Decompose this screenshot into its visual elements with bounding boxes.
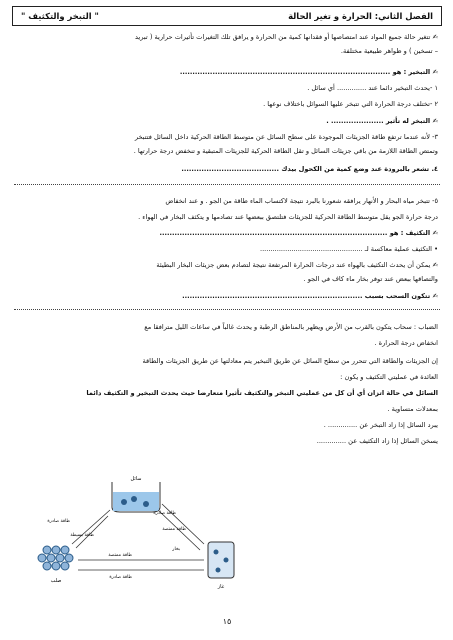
equilibrium-line-1: السائل في حالة اتزان أي أن كل من عمليتي التبخر والتكثيف تأثيرا متعارضا حيث يحدث التبخير و التكثيف دائما — [86, 389, 438, 397]
condensation-note-2: والتصاقها ببعض عند توفر بخار ماء كاف في الجو . — [303, 275, 438, 283]
balance-line-1: إن الجزيئات والطاقة التي تتحرر من سطح السائل عن طريق التبخير يتم معادلتها عن طريق الجزيئات والطاقة — [142, 357, 438, 365]
condensation-definition: ✍ التكثيف : هو ........................................................................................... — [159, 229, 438, 237]
fog-line-2: انخفاض درجة الحرارة . — [374, 339, 438, 347]
lesson-title: " التبخر والتكثيف " — [21, 11, 99, 21]
worksheet-page — [12, 6, 442, 634]
chapter-title: الفصل الثاني: الحرارة و تغير الحالة — [288, 11, 433, 21]
page-header — [12, 6, 442, 26]
clouds-question: ✍ تتكون السحب بسبب ........................................................................ — [182, 292, 438, 300]
liquid-label: سائل — [130, 476, 142, 482]
paragraph-5-line-1: ٥- تتبخر مياه البحار و الأنهار يرافقه شعورنا بالبرد نتيجة لاكتساب الماء طاقة من الجو . و عند انخفاض — [165, 197, 438, 205]
vapor-label: بخار — [172, 547, 180, 552]
reason-line-2: وتمتص الطاقة اللازمة من باقي جزيئات السائل و تقل الطاقة الحركية للجزيئات المتبقية و تنخفض درجة حرارتها . — [133, 147, 438, 155]
condensation-note-1: ✍ يمكن أن يحدث التكثيف بالهواء عند درجات الحرارة المرتفعة نتيجة لتصادم بعض جزيئات البخار البطيئة — [156, 261, 438, 269]
solid-particles — [38, 546, 73, 570]
fog-line-1: الضباب : سحاب يتكون بالقرب من الأرض ويظهر بالمناطق الرطبة و يحدث غالباً في ساعات الليل مترافقا مع — [144, 323, 438, 331]
fact-1: ١ -يحدث التبخير دائما عند .............. أي سائل . — [307, 84, 438, 92]
liquid-beaker — [112, 482, 160, 512]
energy-simple: طاقة بسيطة — [70, 533, 94, 538]
energy-absorbed-top: طاقة ممتصة — [162, 527, 186, 532]
energy-released-right: طاقة صادرة — [153, 511, 176, 516]
gas-label: غاز — [217, 584, 225, 590]
solid-label: صلب — [50, 578, 62, 584]
intro-line-1: ✍ تتغير حالة جميع المواد عند امتصاصها أو فقدانها كمية من الحرارة و يرافق تلك التغيرات تأثيرات حرارية ( تبريد — [134, 33, 438, 41]
gas-container — [208, 542, 234, 578]
question-4: ٤. تشعر بالبرودة عند وضع كمية من الكحول بيدك ....................................... — [181, 165, 438, 173]
energy-absorbed-mid: طاقة ممتصة — [108, 553, 132, 558]
intro-line-2: – تسخين ) و ظواهر طبيعية مختلفة. — [340, 47, 438, 55]
equilibrium-line-2: بمعدلات متساوية . — [387, 405, 438, 413]
separator — [14, 184, 440, 185]
cooling-rule: يبرد السائل إذا زاد التبخر عن .............. . — [323, 421, 438, 429]
heating-rule: يسخن السائل إذا زاد التكثيف عن .............. — [316, 437, 438, 445]
reason-line-1: ٣- لأنه عندما ترتفع طاقة الجزيئات الموجودة على سطح السائل عن متوسط الطاقة الحركية داخل السائل فتتبخر — [134, 133, 438, 141]
evaporation-effect: ✍ التبخر له تأثير ..................... . — [326, 117, 438, 125]
fact-2: ٢ -تختلف درجة الحرارة التي تتبخر عليها السوائل باختلاف نوعها . — [263, 100, 438, 108]
energy-released-mid: طاقة صادرة — [109, 575, 132, 580]
paragraph-5-line-2: درجة حرارة الجو يقل متوسط الطاقة الحركية للجزيئات فتلتصق ببعضها عند تصادمها و يتكثف البخار في الهواء . — [138, 213, 438, 221]
page-number: ١٥ — [222, 617, 232, 626]
condensation-opposite: • التكثيف عملية معاكسة لـ ................................................. — [259, 245, 438, 253]
separator — [14, 309, 440, 310]
balance-line-2: العائدة في عمليتي التكثيف و يكون : — [340, 373, 438, 381]
energy-released-left: طاقة صادرة — [47, 519, 70, 524]
phase-change-diagram — [12, 452, 262, 602]
evaporation-definition: ✍ التبخير : هو .................................................................................... — [179, 68, 438, 76]
